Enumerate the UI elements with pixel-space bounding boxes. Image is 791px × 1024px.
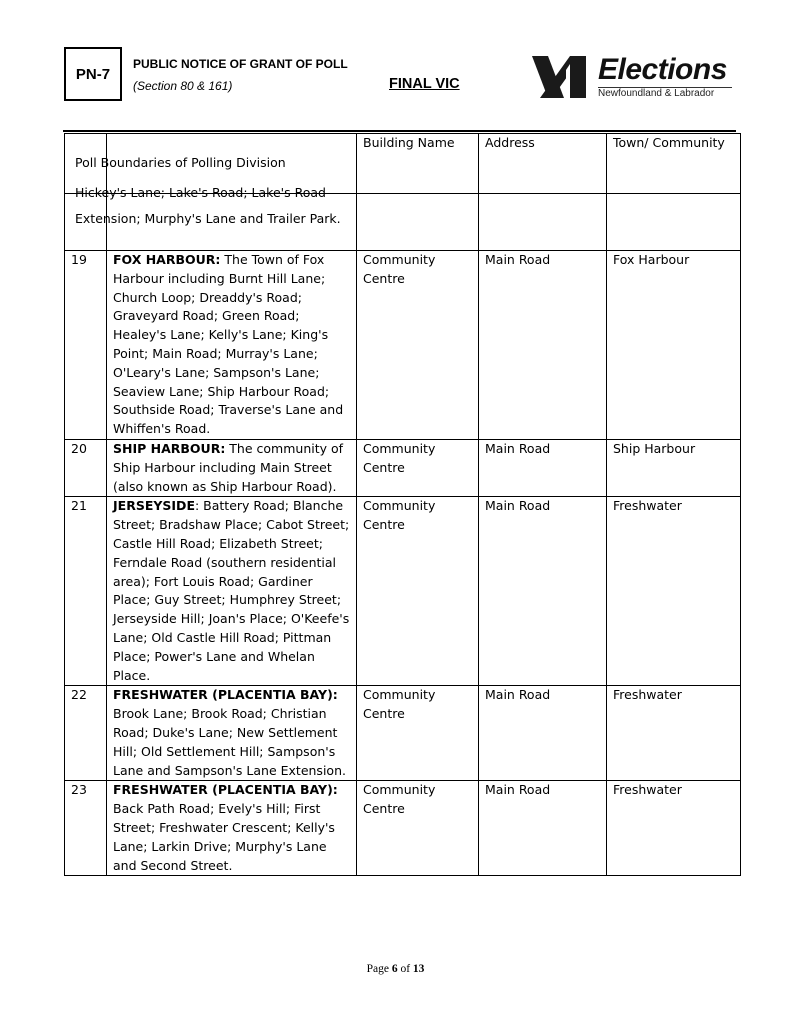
table-row (65, 251, 741, 440)
address: Main Road (479, 686, 607, 781)
elections-logo (530, 53, 735, 101)
address: Main Road (479, 251, 607, 440)
page-current: 6 (391, 963, 398, 975)
boundaries-cell (107, 439, 357, 496)
building-name: Community Centre (357, 439, 479, 496)
town-community: Freshwater (607, 781, 741, 876)
building-name: Community Centre (357, 781, 479, 876)
table-row (65, 686, 741, 781)
table-row (65, 497, 741, 686)
header-address: Address (479, 134, 607, 194)
page-footer (0, 963, 791, 975)
division-description: Back Path Road; Evely's Hill; First Street; Freshwater Crescent; Kelly's Lane; Larkin Drive; Murphy's Lane and Second Street. (113, 801, 335, 873)
notice-section: (Section 80 & 161) (133, 79, 233, 93)
page-label: Page (366, 963, 389, 975)
poll-number: 19 (65, 251, 107, 440)
building-name: Community Centre (357, 686, 479, 781)
town-community: Ship Harbour (607, 439, 741, 496)
boundaries-cell (107, 686, 357, 781)
address: Main Road (479, 497, 607, 686)
address: Main Road (479, 439, 607, 496)
division-name: SHIP HARBOUR: (113, 440, 226, 456)
division-name: FRESHWATER (PLACENTIA BAY): (113, 782, 338, 798)
page-of: of (400, 963, 411, 975)
division-description: The community of Ship Harbour including Main Street (also known as Ship Harbour Road). (113, 440, 344, 494)
continued-boundaries: Hickey's Lane; Lake's Road; Lake's Road Extension; Murphy's Lane and Trailer Park. (75, 185, 341, 226)
header-rule (63, 130, 736, 132)
form-id: PN-7 (75, 65, 111, 83)
poll-number: 23 (65, 781, 107, 876)
town-community: Fox Harbour (607, 251, 741, 440)
table-row (65, 439, 741, 496)
continued-poll-cell (65, 185, 341, 251)
division-name: FOX HARBOUR: (113, 252, 221, 267)
table-row (65, 781, 741, 876)
building-name: Community Centre (357, 251, 479, 440)
division-description: Brook Lane; Brook Road; Christian Road; Duke's Lane; New Settlement Hill; Old Settlement Hill; Sampson's Lane and Sampson's Lane Extension. (113, 706, 346, 778)
division-description: The Town of Fox Harbour including Burnt Hill Lane; Church Loop; Dreaddy's Road; Graveyard Road; Green Road; Healey's Lane; Kelly's Lane; King's Point; Main Road; Murray's Lane; O'Leary's Lane; Sampson's Lane; Seaview Lane; Ship Harbour Road; Southside Road; Traverse's Lane and Whiffen's Road. (113, 252, 344, 437)
boundaries-cell (107, 251, 357, 440)
poll-number: 21 (65, 497, 107, 686)
form-id-box (64, 47, 122, 101)
division-description: : Battery Road; Blanche Street; Bradshaw Place; Cabot Street; Castle Hill Road; Elizabeth Street; Ferndale Road (southern residential area); Fort Louis Road; Gardiner Place; Guy Street; Humphrey Street; Jerseyside Hill; Joan's Place; O'Keefe's Lane; Old Castle Hill Road; Pittman Place; Power's Lane and Whelan Place. (113, 498, 350, 683)
division-name: FRESHWATER (PLACENTIA BAY): (113, 687, 338, 703)
table-row-continued (65, 194, 741, 251)
town-community: Freshwater (607, 686, 741, 781)
address: Main Road (479, 781, 607, 876)
notice-title: PUBLIC NOTICE OF GRANT OF POLL (133, 57, 348, 71)
division-name: JERSEYSIDE (113, 498, 195, 514)
logo-wordmark: Elections (598, 53, 727, 86)
header-town: Town/ Community (607, 134, 741, 194)
header-poll-label: Poll (75, 155, 97, 170)
boundaries-cell (107, 781, 357, 876)
document-status: FINAL VIC (389, 76, 460, 92)
polling-divisions-table (64, 133, 741, 876)
logo-tagline: Newfoundland & Labrador (598, 88, 715, 99)
page-total: 13 (412, 963, 425, 975)
header-boundaries-label: Boundaries of Polling Division (100, 155, 286, 170)
boundaries-cell (107, 497, 357, 686)
poll-number: 20 (65, 439, 107, 496)
x-mark-logo-icon (530, 54, 588, 100)
town-community: Freshwater (607, 497, 741, 686)
building-name: Community Centre (357, 497, 479, 686)
header-building: Building Name (357, 134, 479, 194)
poll-number: 22 (65, 686, 107, 781)
